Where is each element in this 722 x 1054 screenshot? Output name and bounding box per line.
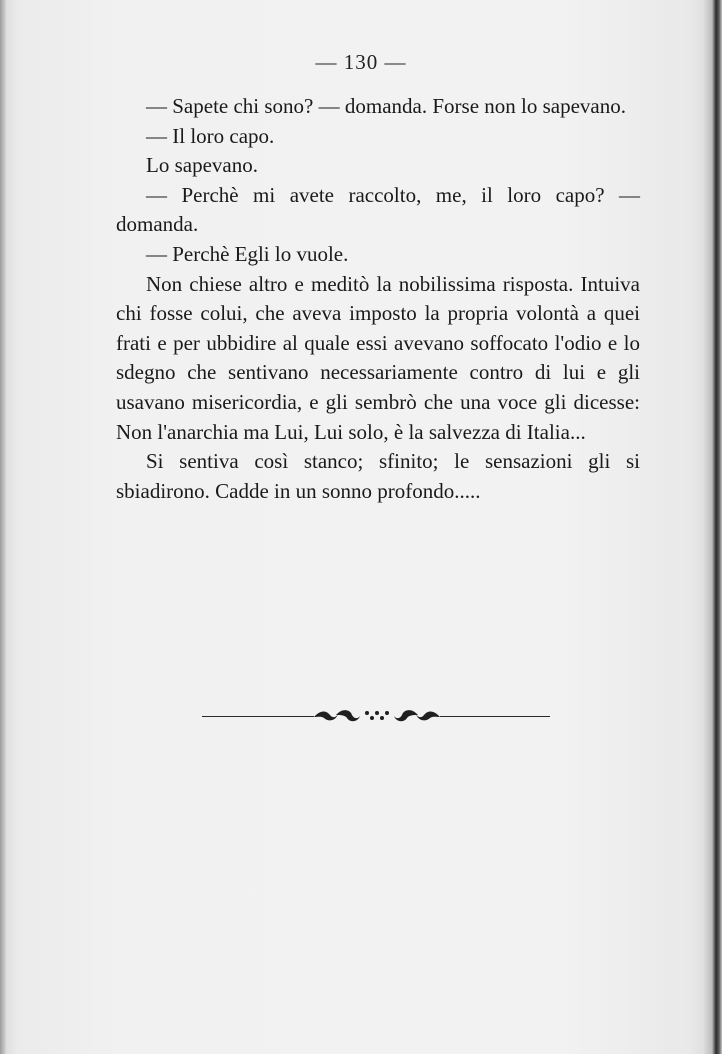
paragraph-6: Non chiese altro e meditò la nobilissima risposta. Intuiva chi fosse colui, che aveva imposto la propria volontà a quei frati e per ubbidire al quale essi avevano soffocato l'odio e lo sdegno che sentivano necessariamente contro di lui e gli usavano misericordia, e gli sembrò che una voce gli dicesse: Non l'anarchia ma Lui, Lui solo, è la salvezza di Italia... bbox=[116, 271, 640, 444]
book-binding-edge bbox=[702, 0, 722, 1054]
page-left-edge bbox=[0, 0, 6, 1054]
paragraph-7: Si sentiva così stanco; sfinito; le sensazioni gli si sbiadirono. Cadde in un sonno profondo..... bbox=[116, 449, 640, 503]
paragraph-5: — Perchè Egli lo vuole. bbox=[146, 241, 349, 266]
paragraph-4: — Perchè mi avete raccolto, me, il loro capo? — domanda. bbox=[116, 182, 640, 237]
paragraph-2: — Il loro capo. bbox=[146, 123, 275, 148]
paragraph-1: — Sapete chi sono? — domanda. Forse non lo sapevano. bbox=[146, 94, 626, 118]
ornament-rule-left bbox=[202, 716, 314, 717]
end-ornament bbox=[202, 706, 550, 726]
paragraph-3: Lo sapevano. bbox=[146, 153, 258, 178]
ornament-rule-right bbox=[440, 716, 550, 717]
fleuron-ornament-icon bbox=[312, 706, 442, 726]
page-number: — 130 — bbox=[315, 50, 407, 74]
body-text bbox=[116, 92, 640, 506]
